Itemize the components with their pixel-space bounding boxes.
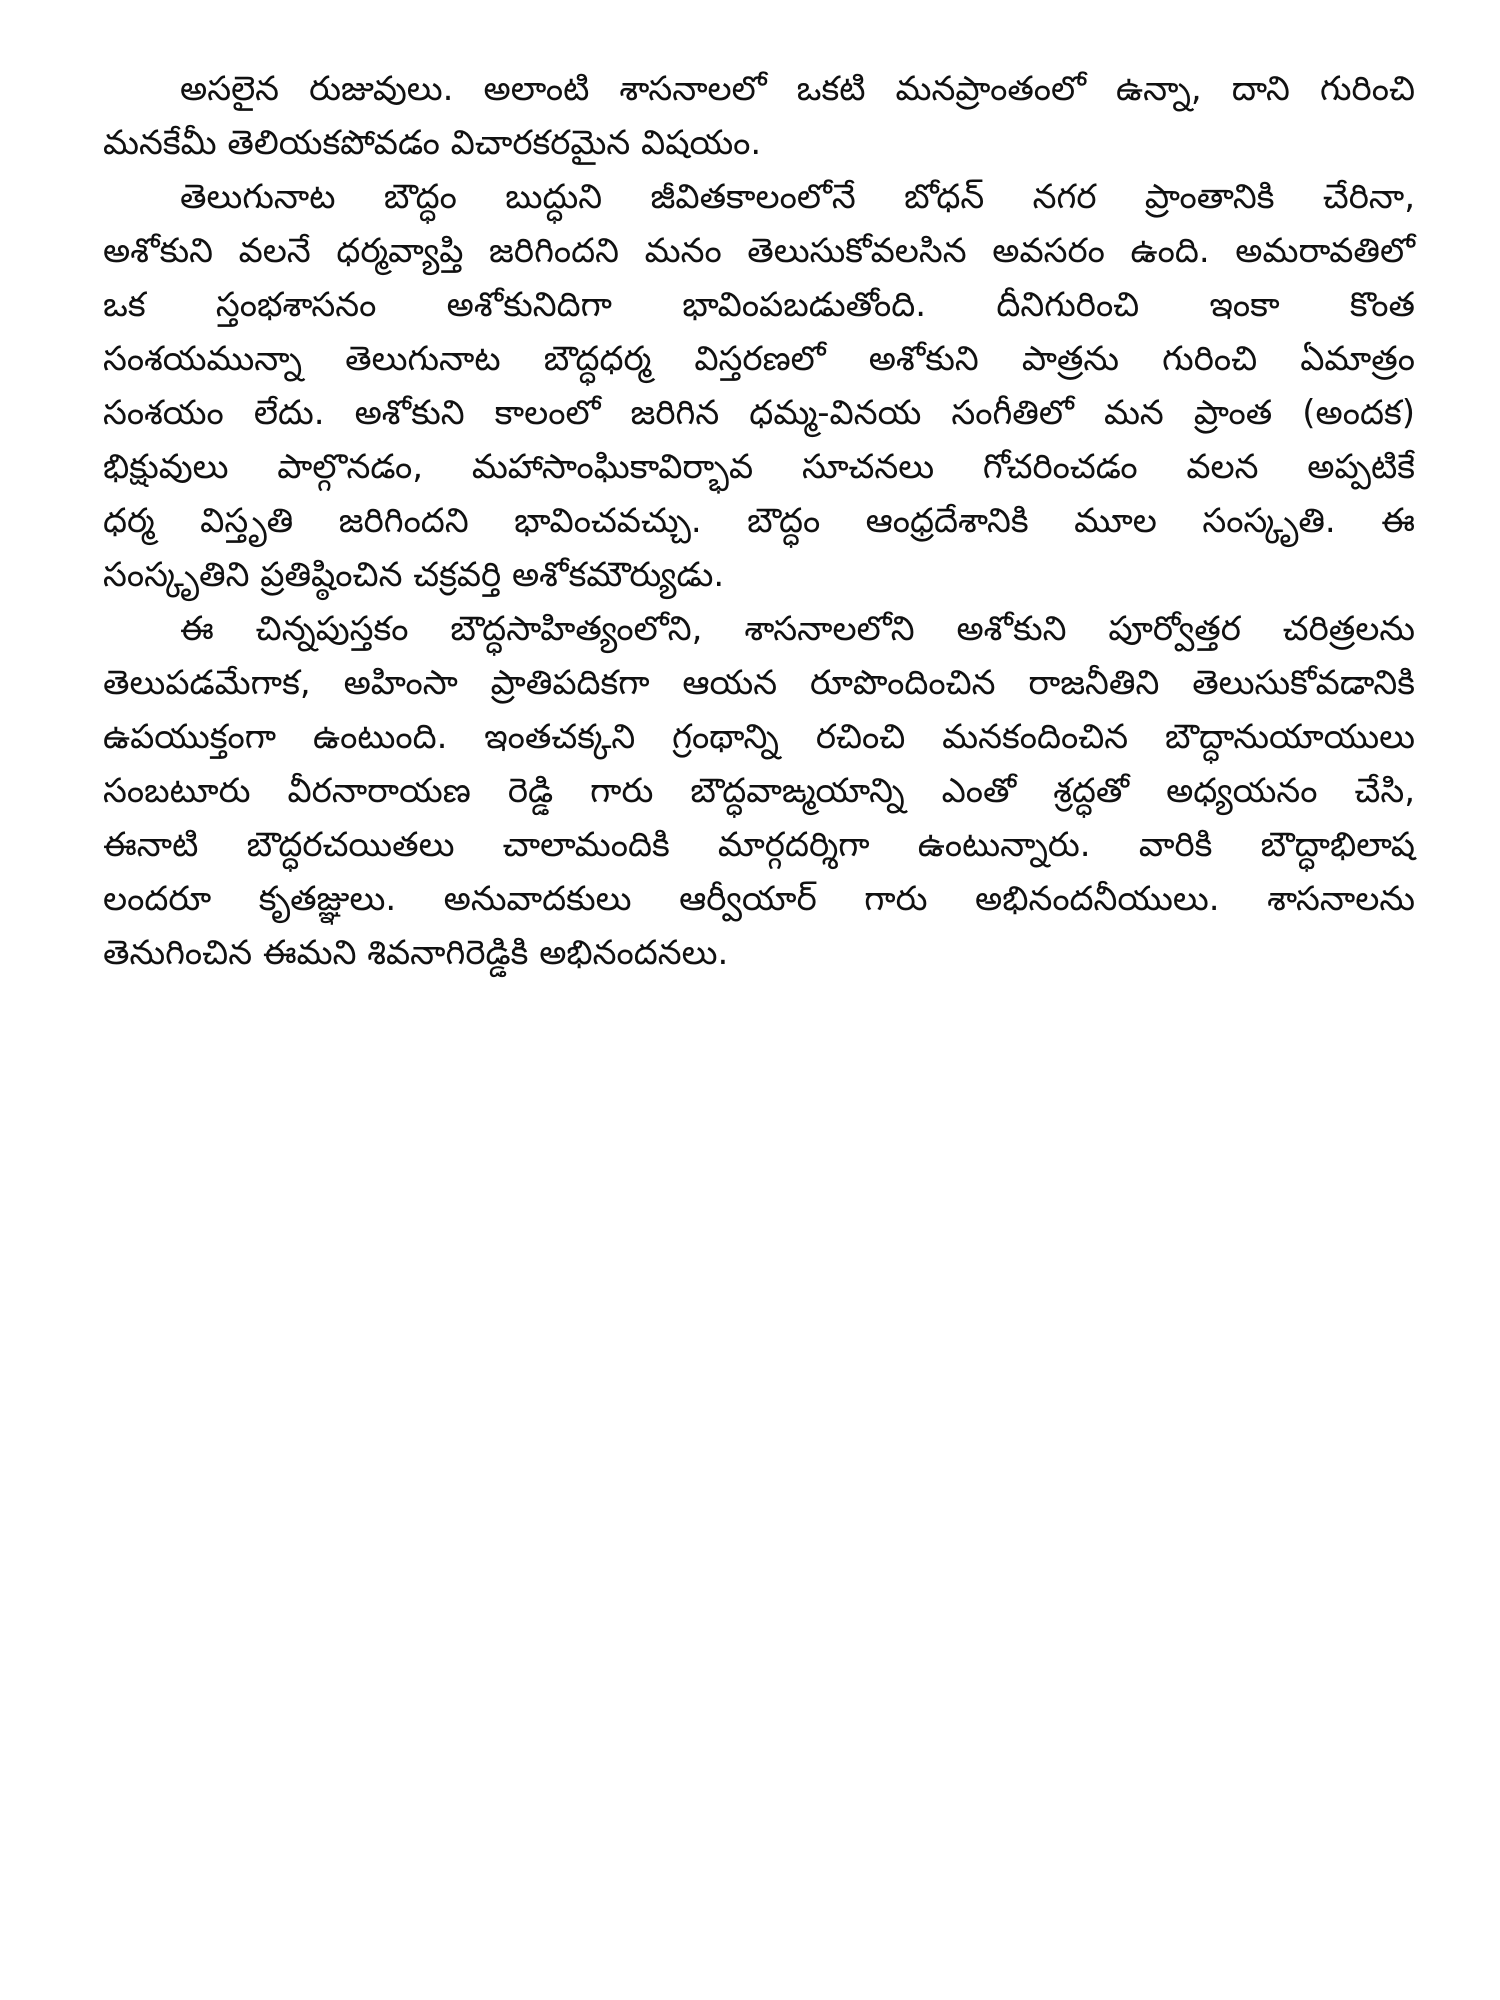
document-page [103, 62, 1415, 1942]
text-line: అసలైన రుజువులు. అలాంటి శాసనాలలో ఒకటి మనప్రాంతంలో ఉన్నా, దాని గురించి [180, 69, 1415, 109]
text-line: సంబటూరు వీరనారాయణ రెడ్డి గారు బౌద్ధవాఙ్మయాన్ని ఎంతో శ్రద్ధతో అధ్యయనం చేసి, [103, 771, 1415, 811]
text-line: ఉపయుక్తంగా ఉంటుంది. ఇంతచక్కని గ్రంథాన్ని రచించి మనకందించిన బౌద్ధానుయాయులు [103, 717, 1415, 757]
text-line: లందరూ కృతజ్ఞులు. అనువాదకులు ఆర్వీయార్ గారు అభినందనీయులు. శాసనాలను [103, 879, 1415, 919]
text-line: సంశయమున్నా తెలుగునాట బౌద్ధధర్మ విస్తరణలో అశోకుని పాత్రను గురించి ఏమాత్రం [103, 339, 1415, 379]
text-line: తెలుపడమేగాక, అహింసా ప్రాతిపదికగా ఆయన రూపొందించిన రాజనీతిని తెలుసుకోవడానికి [103, 663, 1415, 703]
text-line: మనకేమీ తెలియకపోవడం విచారకరమైన విషయం. [103, 123, 762, 163]
paragraph-3 [103, 602, 1415, 980]
text-line: ఒక స్తంభశాసనం అశోకునిదిగా భావింపబడుతోంది. దీనిగురించి ఇంకా కొంత [103, 285, 1415, 325]
text-line: సంశయం లేదు. అశోకుని కాలంలో జరిగిన ధమ్మ-వినయ సంగీతిలో మన ప్రాంత (అందక) [103, 393, 1415, 433]
text-line: భిక్షువులు పాల్గొనడం, మహాసాంఘికావిర్భావ సూచనలు గోచరించడం వలన అప్పటికే [103, 447, 1415, 487]
paragraph-1 [103, 62, 1415, 170]
text-line: సంస్కృతిని ప్రతిష్ఠించిన చక్రవర్తి అశోకమౌర్యుడు. [103, 555, 725, 595]
text-line: అశోకుని వలనే ధర్మవ్యాప్తి జరిగిందని మనం తెలుసుకోవలసిన అవసరం ఉంది. అమరావతిలో [103, 231, 1415, 271]
text-line: తెలుగునాట బౌద్ధం బుద్ధుని జీవితకాలంలోనే బోధన్ నగర ప్రాంతానికి చేరినా, [180, 177, 1415, 217]
text-line: ధర్మ విస్తృతి జరిగిందని భావించవచ్చు. బౌద్ధం ఆంధ్రదేశానికి మూల సంస్కృతి. ఈ [103, 501, 1415, 541]
text-line: ఈ చిన్నపుస్తకం బౌద్ధసాహిత్యంలోని, శాసనాలలోని అశోకుని పూర్వోత్తర చరిత్రలను [180, 609, 1415, 649]
text-line: తెనుగించిన ఈమని శివనాగిరెడ్డికి అభినందనలు. [103, 933, 729, 973]
paragraph-2 [103, 170, 1415, 602]
text-line: ఈనాటి బౌద్ధరచయితలు చాలామందికి మార్గదర్శిగా ఉంటున్నారు. వారికి బౌద్ధాభిలాష [103, 825, 1415, 865]
